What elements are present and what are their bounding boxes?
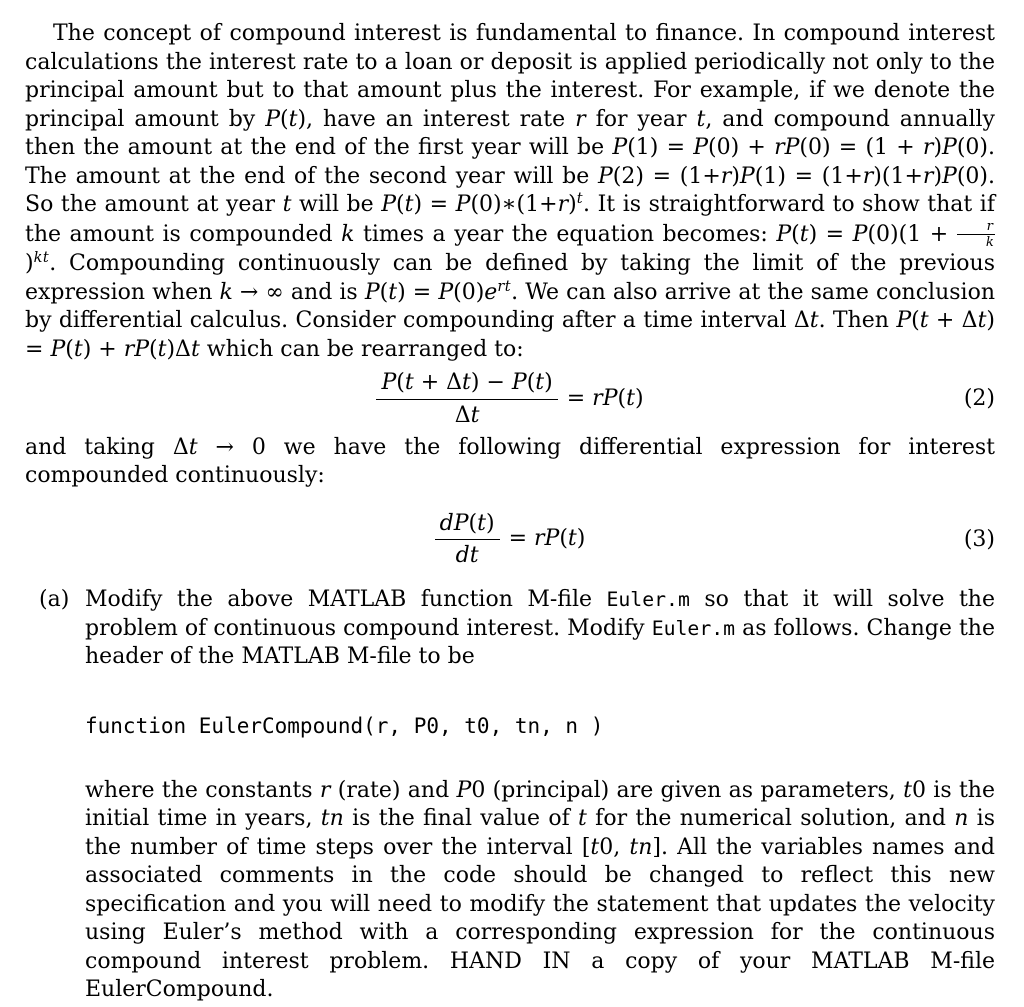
equation-3 bbox=[25, 511, 995, 569]
item-a-paragraph-1: Modify the above MATLAB function M-file Euler.m so that it will solve the problem of continuous compound interest. Modify Euler.m as follows. Change the header of the MATLAB M-file to be bbox=[85, 587, 995, 670]
equation-3-numerator: dP(t) bbox=[435, 511, 500, 540]
equation-2-rhs: = rP(t) bbox=[566, 385, 644, 411]
equation-3-rhs: = rP(t) bbox=[508, 526, 586, 552]
equation-2-numerator: P(t + Δt) − P(t) bbox=[376, 370, 557, 399]
item-a bbox=[25, 586, 995, 1005]
item-a-label: (a) bbox=[39, 587, 70, 613]
equation-2-fraction bbox=[376, 370, 557, 428]
equation-2-denominator: Δt bbox=[454, 402, 480, 428]
equation-3-fraction bbox=[435, 511, 500, 569]
equation-3-denominator: dt bbox=[455, 543, 479, 569]
inline-fraction: $\frac{r}{k}$ bbox=[957, 220, 995, 251]
paragraph-intro: The concept of compound interest is fundamental to finance. In compound interest calculations the interest rate to a loan or deposit is applied periodically not only to the principal amount but to that amount plus the interest. For example, if we denote the principal amount by P(t), have an interest rate r for year t, and compound annually then the amount at the end of the first year will be P(1) = P(0) + rP(0) = (1 + r)P(0). The amount at the end of the second year will be P(2) = (1+r)P(1) = (1+r)(1+r)P(0). So the amount at year t will be $P(t) = P(0)∗(1+r)^t$. It is straightforward to show that if the amount is compounded k times a year the equation becomes: P(t) = P(0)(1 + $\frac{r}{k}$ )$^{kt}$. Compounding continuously can be defined by taking the limit of the previous expression when k → ∞ and is $P(t) = P(0)e^{rt}$. We can also arrive at the same conclusion by differential calculus. Consider compounding after a time interval Δt. Then P(t + Δt) = P(t) + rP(t)Δt which can be rearranged to: bbox=[25, 21, 996, 362]
item-a-paragraph-2: where the constants r (rate) and P0 (principal) are given as parameters, t0 is the initial time in years, tn is the final value of t for the numerical solution, and n is the number of time steps over the interval [t0, tn]. All the variables names and associated comments in the code should be changed to reflect this new specification and you will need to modify the statement that updates the velocity using Euler’s method with a corresponding expression for the continuous compound interest problem. HAND IN a copy of your MATLAB M-file EulerCompound. bbox=[85, 777, 996, 1003]
equation-2 bbox=[25, 370, 995, 428]
equation-2-number: (2) bbox=[963, 385, 995, 411]
equation-3-number: (3) bbox=[963, 526, 995, 552]
paragraph-continuous: and taking Δt → 0 we have the following differential expression for interest compounded continuously: bbox=[25, 434, 996, 489]
matlab-function-header-code: function EulerCompound(r, P0, t0, tn, n ) bbox=[85, 713, 604, 738]
